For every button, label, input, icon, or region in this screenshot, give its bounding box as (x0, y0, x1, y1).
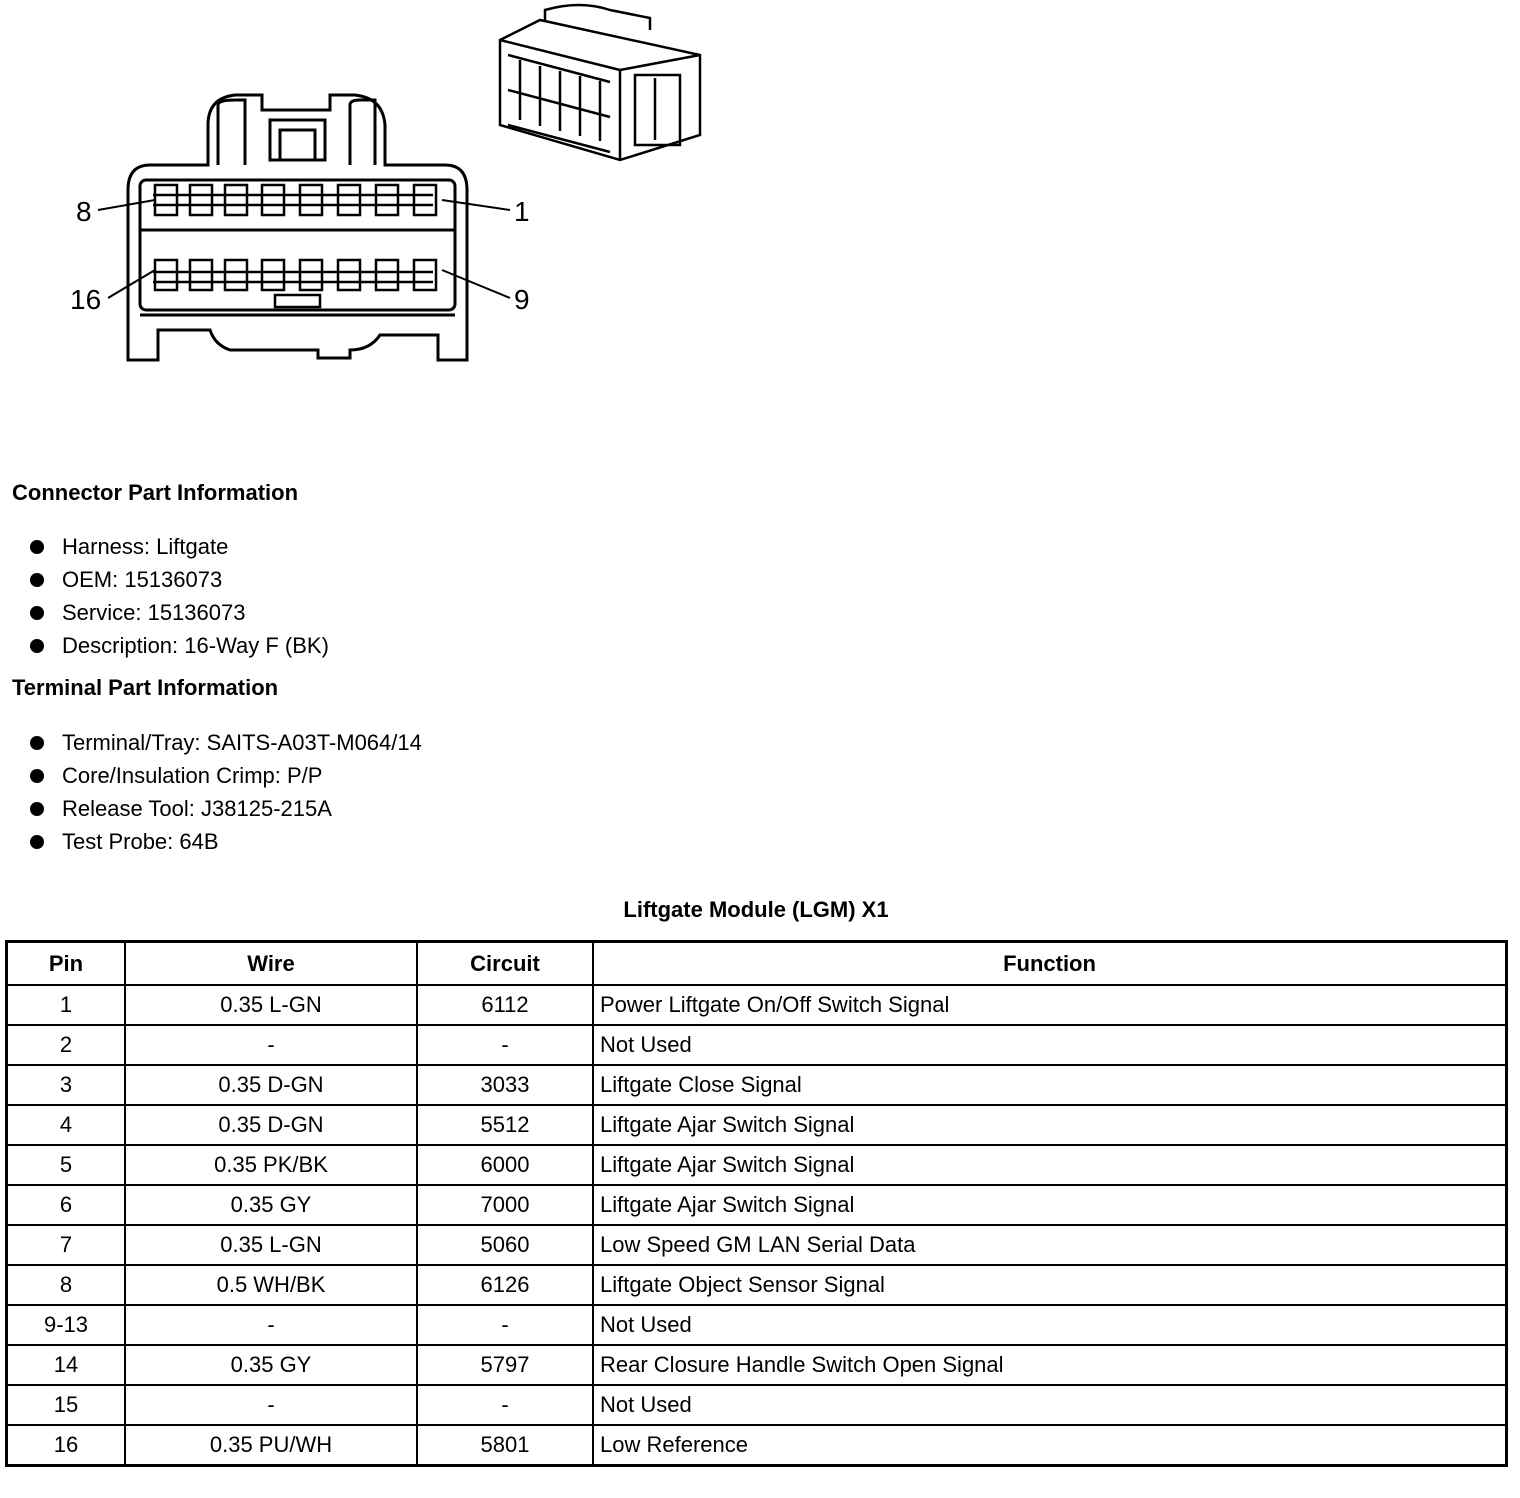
header-pin: Pin (7, 942, 126, 986)
cell-circuit: 6112 (417, 985, 593, 1025)
cell-function: Liftgate Ajar Switch Signal (593, 1185, 1507, 1225)
table-title: Liftgate Module (LGM) X1 (623, 897, 889, 922)
table-row (7, 1425, 1507, 1466)
cell-function: Not Used (593, 1305, 1507, 1345)
connector-info-title: Connector Part Information (12, 480, 299, 505)
cell-function: Liftgate Ajar Switch Signal (593, 1105, 1507, 1145)
cell-pin: 6 (7, 1185, 126, 1225)
cell-pin: 2 (7, 1025, 126, 1065)
cell-wire: 0.35 PK/BK (125, 1145, 417, 1185)
cell-pin: 15 (7, 1385, 126, 1425)
cell-wire: 0.35 GY (125, 1345, 417, 1385)
cell-wire: 0.35 GY (125, 1185, 417, 1225)
cell-wire: 0.35 PU/WH (125, 1425, 417, 1466)
bullet-icon (30, 606, 44, 620)
header-function: Function (593, 942, 1507, 986)
cell-function: Power Liftgate On/Off Switch Signal (593, 985, 1507, 1025)
cell-pin: 8 (7, 1265, 126, 1305)
connector-diagram (0, 0, 720, 380)
table-row (7, 1185, 1507, 1225)
table-row (7, 985, 1507, 1025)
table-row (7, 1065, 1507, 1105)
cell-function: Low Reference (593, 1425, 1507, 1466)
header-circuit: Circuit (417, 942, 593, 986)
bullet-icon (30, 736, 44, 750)
terminal-info-list (30, 726, 422, 858)
cell-circuit: 5797 (417, 1345, 593, 1385)
list-item: Test Probe: 64B (30, 825, 422, 858)
bullet-icon (30, 835, 44, 849)
table-header-row (7, 942, 1507, 986)
cell-wire: - (125, 1385, 417, 1425)
bullet-icon (30, 802, 44, 816)
cell-wire: - (125, 1025, 417, 1065)
pin-label-16: 16 (70, 284, 102, 315)
cell-circuit: 3033 (417, 1065, 593, 1105)
cell-circuit: 5060 (417, 1225, 593, 1265)
header-wire: Wire (125, 942, 417, 986)
cell-circuit: 5801 (417, 1425, 593, 1466)
cell-function: Liftgate Close Signal (593, 1065, 1507, 1105)
list-item: Release Tool: J38125-215A (30, 792, 422, 825)
table-row (7, 1025, 1507, 1065)
cell-wire: 0.35 D-GN (125, 1105, 417, 1145)
table-row (7, 1105, 1507, 1145)
terminal-info-title: Terminal Part Information (12, 675, 279, 700)
cell-circuit: 6126 (417, 1265, 593, 1305)
connector-isometric-drawing (500, 5, 700, 160)
cell-pin: 3 (7, 1065, 126, 1105)
cell-function: Not Used (593, 1025, 1507, 1065)
cell-circuit: 6000 (417, 1145, 593, 1185)
bullet-icon (30, 639, 44, 653)
connector-face-drawing (128, 95, 467, 360)
table-row (7, 1305, 1507, 1345)
table-row (7, 1345, 1507, 1385)
cell-function: Liftgate Object Sensor Signal (593, 1265, 1507, 1305)
cell-wire: 0.35 D-GN (125, 1065, 417, 1105)
cell-wire: 0.35 L-GN (125, 1225, 417, 1265)
cell-pin: 9-13 (7, 1305, 126, 1345)
cell-function: Not Used (593, 1385, 1507, 1425)
cell-circuit: 5512 (417, 1105, 593, 1145)
cell-pin: 5 (7, 1145, 126, 1185)
connector-info-list (30, 530, 329, 662)
list-item: Description: 16-Way F (BK) (30, 629, 329, 662)
cell-pin: 7 (7, 1225, 126, 1265)
table-row (7, 1265, 1507, 1305)
pin-label-1: 1 (514, 196, 530, 227)
table-row (7, 1145, 1507, 1185)
cell-circuit: - (417, 1385, 593, 1425)
list-item: OEM: 15136073 (30, 563, 329, 596)
cell-circuit: - (417, 1025, 593, 1065)
cell-function: Low Speed GM LAN Serial Data (593, 1225, 1507, 1265)
cell-pin: 16 (7, 1425, 126, 1466)
pin-label-9: 9 (514, 284, 530, 315)
pin-label-8: 8 (76, 196, 92, 227)
cell-function: Liftgate Ajar Switch Signal (593, 1145, 1507, 1185)
cell-circuit: - (417, 1305, 593, 1345)
cell-wire: 0.5 WH/BK (125, 1265, 417, 1305)
list-item: Core/Insulation Crimp: P/P (30, 759, 422, 792)
bullet-icon (30, 573, 44, 587)
cell-pin: 4 (7, 1105, 126, 1145)
list-item: Terminal/Tray: SAITS-A03T-M064/14 (30, 726, 422, 759)
bullet-icon (30, 540, 44, 554)
cell-circuit: 7000 (417, 1185, 593, 1225)
bullet-icon (30, 769, 44, 783)
cell-pin: 14 (7, 1345, 126, 1385)
table-row (7, 1225, 1507, 1265)
cell-function: Rear Closure Handle Switch Open Signal (593, 1345, 1507, 1385)
list-item: Service: 15136073 (30, 596, 329, 629)
cell-wire: - (125, 1305, 417, 1345)
table-row (7, 1385, 1507, 1425)
cell-wire: 0.35 L-GN (125, 985, 417, 1025)
pinout-table (5, 940, 1508, 1467)
cell-pin: 1 (7, 985, 126, 1025)
list-item: Harness: Liftgate (30, 530, 329, 563)
terminal-cavities (153, 185, 436, 307)
